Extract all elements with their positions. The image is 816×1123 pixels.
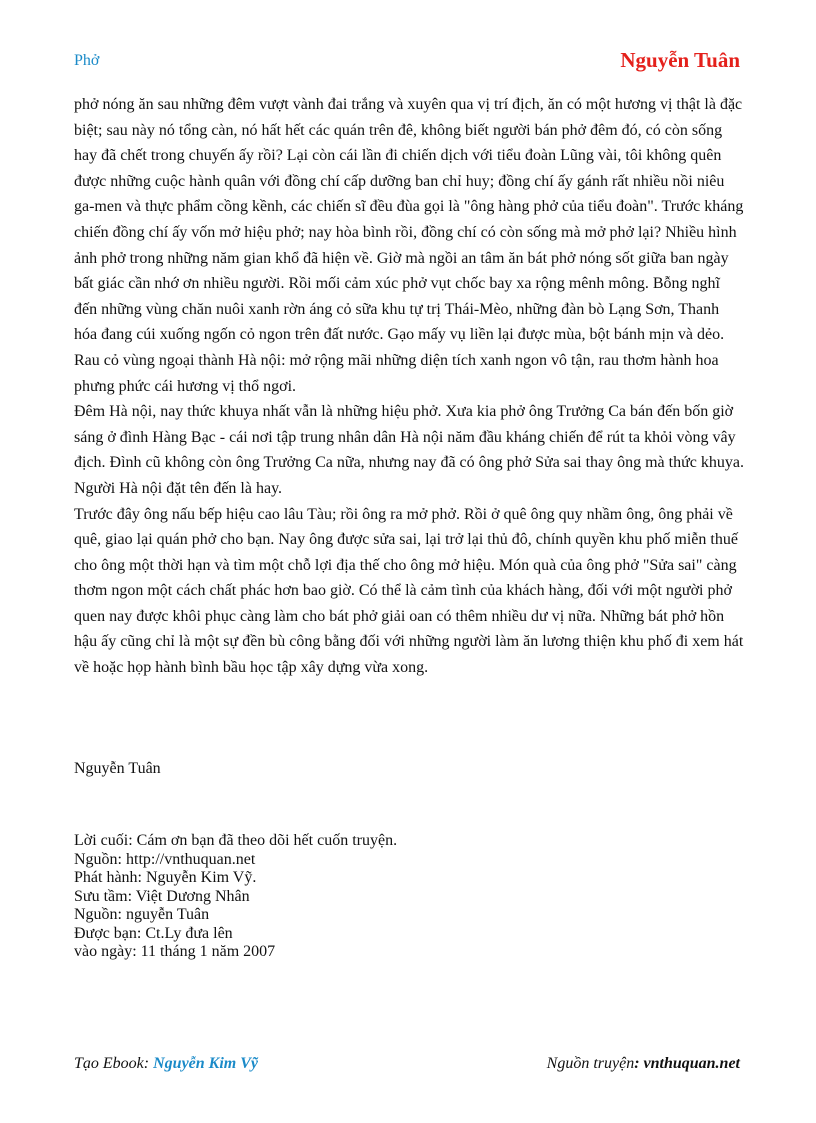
footer-ebook-creator: Nguyễn Kim Vỹ (153, 1055, 258, 1072)
footer-ebook-separator: : (143, 1055, 154, 1072)
body-text (74, 92, 746, 681)
footer-ebook-label: Tạo Ebook (74, 1055, 144, 1072)
footer-source-label: Nguồn truyện (546, 1055, 635, 1072)
header-author: Nguyễn Tuân (620, 48, 740, 72)
endnote-line: Lời cuối: Cám ơn bạn đã theo dõi hết cuốn truyện. (74, 832, 398, 849)
endnote-line: Nguồn: nguyễn Tuân (74, 906, 210, 923)
footer-source-credit (547, 1055, 740, 1073)
footer-source-separator: : (634, 1055, 644, 1072)
header-book-title: Phở (74, 52, 100, 69)
endnotes (74, 832, 674, 962)
paragraph: phở nóng ăn sau những đêm vượt vành đai trắng và xuyên qua vị trí địch, ăn có một hương vị thật là đặc biệt; sau này nó tổng càn, nó hất hết các quán trên đê, không biết người bán phở đêm đó, có còn sống hay đã chết trong chuyến ấy rồi? Lại còn cái lần đi chiến dịch với tiểu đoàn Lũng vài, tôi không quên được những cuộc hành quân với đồng chí cấp dưỡng ban chỉ huy; đồng chí ấy gánh rất nhiều nồi niêu ga-men và thực phẩm cồng kềnh, các chiến sĩ đều đùa gọi là "ông hàng phở của tiểu đoàn". Trước kháng chiến đồng chí ấy vốn mở hiệu phở; nay hòa bình rồi, đồng chí có còn sống mà mở phở lại? Nhiều hình ảnh phở trong những năm gian khổ đã hiện về. Giờ mà ngồi an tâm ăn bát phở nóng sốt giữa ban ngày bất giác cần nhớ ơn nhiều người. Rồi mối cảm xúc phở vụt chốc bay xa rộng mênh mông. Bỗng nghĩ đến những vùng chăn nuôi xanh rờn áng cỏ sữa khu tự trị Thái-Mèo, những đàn bò Lạng Sơn, Thanh hóa đang cúi xuống ngốn cỏ ngon trên đất nước. Gạo mấy vụ liền lại được mùa, bột bánh mịn và dẻo. Rau cỏ vùng ngoại thành Hà nội: mở rộng mãi những diện tích xanh ngon vô tận, rau thơm hành hoa phưng phức cái hương vị thổ ngơi. (74, 96, 744, 395)
endnote-line: Sưu tầm: Việt Dương Nhân (74, 887, 250, 905)
paragraph: Trước đây ông nấu bếp hiệu cao lâu Tàu; rồi ông ra mở phở. Rồi ở quê ông quy nhầm ông, ông phải về quê, giao lại quán phở cho bạn. Nay ông được sửa sai, lại trở lại thủ đô, chính quyền khu phố miễn thuế cho ông một thời hạn và tìm một chỗ lợi địa thế cho ông mở hiệu. Món quà của ông phở "Sửa sai" càng thơm ngon một cách chất phác hơn bao giờ. Có thể là cảm tình của khách hàng, đối với một người phở quen nay được khôi phục càng làm cho bát phở giải oan có thêm nhiều dư vị nữa. Những bát phở hồn hậu ấy cũng chỉ là một sự đền bù công bằng đối với những người làm ăn lương thiện khu phố đi xem hát về hoặc họp hành bình bầu học tập xây dựng vừa xong. (74, 505, 744, 677)
endnote-line: Phát hành: Nguyễn Kim Vỹ. (74, 869, 257, 886)
footer-source-site: vnthuquan.net (643, 1055, 740, 1072)
endnote-line: Được bạn: Ct.Ly đưa lên (74, 924, 233, 942)
paragraph: Đêm Hà nội, nay thức khuya nhất vẫn là những hiệu phở. Xưa kia phở ông Trưởng Ca bán đến bốn giờ sáng ở đình Hàng Bạc - cái nơi tập trung nhân dân Hà nội năm đầu kháng chiến để rút ta khỏi vòng vây địch. Đình cũ không còn ông Trưởng Ca nữa, nhưng nay đã có ông phở Sửa sai thay ông mà thức khuya. Người Hà nội đặt tên đến là hay. (74, 403, 744, 497)
footer-ebook-credit (74, 1055, 258, 1073)
signature: Nguyễn Tuân (74, 760, 161, 777)
endnote-line: Nguồn: http://vnthuquan.net (74, 850, 256, 868)
endnote-line: vào ngày: 11 tháng 1 năm 2007 (74, 943, 276, 960)
